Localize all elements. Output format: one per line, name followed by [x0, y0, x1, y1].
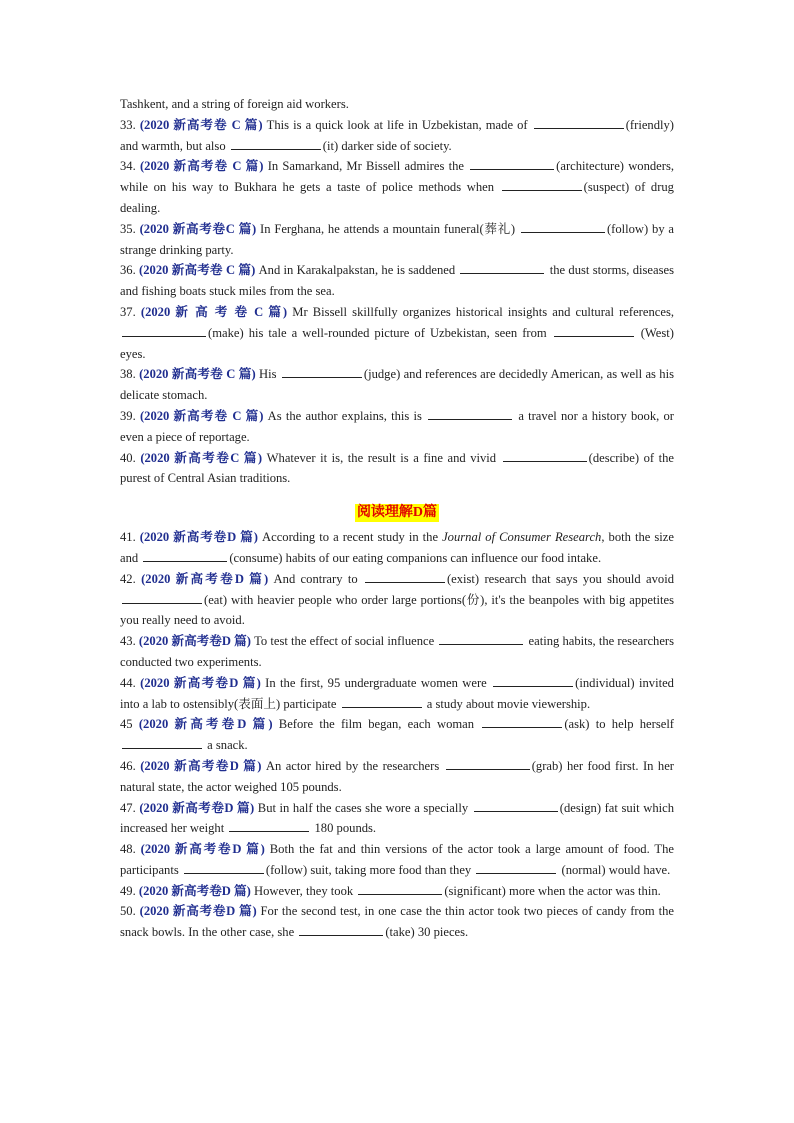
question-text: 180 pounds. [311, 821, 377, 836]
question-text: (suspect) of drug dealing. [120, 180, 674, 215]
question-33 [120, 115, 674, 157]
question-number: 43. [120, 634, 136, 649]
answer-blank[interactable] [521, 220, 605, 233]
question-source: (2020 新高考卷 C 篇) [139, 408, 264, 423]
question-text: (significant) more when the actor was thin. [444, 883, 661, 898]
question-text: Mr Bissell skillfully organizes historical insights and cultural references, [292, 304, 674, 319]
question-text: In the first, 95 undergraduate women were [265, 675, 492, 690]
answer-blank[interactable] [493, 674, 573, 687]
question-text: (eat) with heavier people who order large portions(份), it's the beanpoles with big appetites you really need to avoid. [120, 592, 674, 628]
answer-blank[interactable] [446, 757, 530, 770]
answer-blank[interactable] [122, 324, 206, 337]
question-41 [120, 527, 674, 569]
answer-blank[interactable] [554, 324, 634, 337]
question-number: 42. [120, 571, 136, 586]
question-source: (2020 新高考卷D 篇) [139, 904, 257, 919]
question-49 [120, 881, 674, 902]
answer-blank[interactable] [476, 861, 556, 874]
question-number: 50. [120, 904, 136, 919]
question-36 [120, 260, 674, 302]
question-source: (2020 新高考卷D 篇) [140, 758, 262, 773]
question-number: 40. [120, 450, 136, 465]
question-text: Before the film began, each woman [278, 717, 481, 732]
question-number: 41. [120, 530, 136, 545]
question-number: 33. [120, 117, 136, 132]
question-text: (take) 30 pieces. [385, 925, 469, 940]
question-source: (2020 新高考卷C 篇) [139, 221, 257, 236]
question-source: (2020 新高考卷 C 篇) [139, 367, 256, 382]
question-text: For the second test, in one case the thin actor took two pieces of candy from the snack bowls. In the other case, she [120, 904, 674, 940]
question-text: (normal) would have. [558, 862, 671, 877]
question-text: (grab) her food first. In her natural state, the actor weighed 105 pounds. [120, 758, 674, 794]
question-source: (2020 新高考卷D 篇) [140, 675, 261, 690]
question-text: (follow) suit, taking more food than they [265, 862, 475, 877]
question-number: 44. [120, 675, 136, 690]
question-text: (friendly) and warmth, but also [120, 117, 674, 153]
opening-line: Tashkent, and a string of foreign aid workers. [120, 97, 349, 111]
question-source: (2020 新高考卷D 篇) [141, 571, 269, 586]
question-number: 49. [120, 883, 136, 898]
answer-blank[interactable] [474, 799, 558, 812]
question-38 [120, 364, 674, 406]
answer-blank[interactable] [470, 157, 554, 170]
question-text: Whatever it is, the result is a fine and vivid [266, 450, 501, 465]
question-40 [120, 448, 674, 490]
section-heading-wrap [120, 501, 674, 523]
answer-blank[interactable] [184, 861, 264, 874]
answer-blank[interactable] [143, 549, 227, 562]
question-number: 39. [120, 408, 136, 423]
question-number: 47. [120, 800, 136, 815]
question-source: (2020 新高考卷 C 篇) [139, 117, 263, 132]
answer-blank[interactable] [358, 882, 442, 895]
answer-blank[interactable] [439, 632, 523, 645]
question-source: (2020 新 高 考 卷 C 篇) [140, 304, 288, 319]
answer-blank[interactable] [229, 819, 309, 832]
question-number: 34. [120, 159, 136, 174]
question-45 [120, 714, 674, 756]
answer-blank[interactable] [342, 695, 422, 708]
answer-blank[interactable] [502, 178, 582, 191]
question-text: However, they took [254, 883, 357, 898]
question-text: a study about movie viewership. [423, 696, 591, 711]
question-text: But in half the cases she wore a specially [257, 800, 472, 815]
question-text: (consume) habits of our eating companions can influence our food intake. [229, 550, 602, 565]
journal-title: Journal of Consumer Research [442, 530, 602, 545]
question-source: (2020 新高考卷 C 篇) [139, 159, 264, 174]
question-text: Both the fat and thin versions of the actor took a large amount of food. The participants [120, 842, 674, 877]
question-text: And in Karakalpakstan, he is saddened [258, 263, 459, 278]
question-text: (make) his tale a well-rounded picture of Uzbekistan, seen from [208, 325, 552, 340]
answer-blank[interactable] [365, 570, 445, 583]
question-source: (2020 新高考卷D 篇) [139, 530, 258, 545]
question-text: His [259, 367, 280, 382]
question-source: (2020 新高考卷C 篇) [140, 450, 263, 465]
question-48 [120, 839, 674, 881]
question-text: (ask) to help herself [564, 717, 675, 732]
question-35 [120, 219, 674, 261]
question-46 [120, 756, 674, 798]
answer-blank[interactable] [503, 449, 587, 462]
answer-blank[interactable] [299, 923, 383, 936]
question-source: (2020 新高考卷D 篇) [140, 842, 265, 857]
answer-blank[interactable] [122, 736, 202, 749]
question-text: (individual) invited into a lab to ostensibly(表面上) participate [120, 675, 674, 711]
question-number: 38. [120, 367, 136, 382]
question-text: a travel nor a history book, or even a piece of reportage. [120, 408, 674, 444]
question-source: (2020 新高考卷D 篇) [139, 800, 255, 815]
section-title-d: 阅读理解D篇 [356, 505, 438, 521]
question-text: (follow) by a strange drinking party. [120, 221, 675, 257]
question-source: (2020 新高考卷 C 篇) [139, 263, 256, 278]
question-text: the dust storms, diseases and fishing boats stuck miles from the sea. [120, 263, 674, 299]
question-text: (describe) of the purest of Central Asian traditions. [120, 450, 674, 486]
question-text: eating habits, the researchers conducted two experiments. [120, 634, 675, 669]
question-text: (West) eyes. [120, 325, 674, 361]
worksheet-page [120, 94, 674, 943]
question-source: (2020 新高考卷D 篇) [138, 634, 251, 649]
question-text: This is a quick look at life in Uzbekistan, made of [266, 117, 532, 132]
question-34 [120, 156, 674, 218]
question-text: , both the size and [120, 530, 674, 565]
answer-blank[interactable] [428, 407, 512, 420]
question-text: In Ferghana, he attends a mountain funeral(葬礼) [260, 221, 519, 236]
question-number: 37. [120, 304, 136, 319]
question-text: And contrary to [273, 571, 363, 586]
question-text: An actor hired by the researchers [265, 758, 444, 773]
question-text: According to a recent study in the [262, 530, 443, 545]
question-number: 46. [120, 758, 136, 773]
question-number: 35. [120, 221, 136, 236]
question-number: 45 [120, 717, 133, 732]
answer-blank[interactable] [282, 365, 362, 378]
question-44 [120, 673, 674, 715]
question-number: 48. [120, 842, 136, 857]
question-42 [120, 569, 674, 631]
question-number: 36. [120, 263, 136, 278]
answer-blank[interactable] [122, 591, 202, 604]
question-text: (architecture) wonders, while on his way to Bukhara he gets a taste of police methods when [120, 159, 675, 195]
question-39 [120, 406, 674, 448]
question-37 [120, 302, 674, 364]
answer-blank[interactable] [231, 137, 321, 150]
question-text: In Samarkand, Mr Bissell admires the [267, 159, 469, 174]
answer-blank[interactable] [482, 715, 562, 728]
question-47 [120, 798, 674, 840]
question-50 [120, 901, 674, 943]
question-text: (it) darker side of society. [322, 138, 452, 153]
question-text: (judge) and references are decidedly American, as well as his delicate stomach. [120, 367, 674, 403]
question-source: (2020 新高考卷D 篇) [138, 717, 273, 732]
question-source: (2020 新高考卷D 篇) [138, 883, 251, 898]
question-text: As the author explains, this is [267, 408, 427, 423]
question-text: a snack. [204, 738, 248, 753]
answer-blank[interactable] [534, 116, 624, 129]
question-43 [120, 631, 674, 673]
question-text: To test the effect of social influence [254, 634, 438, 649]
question-text: (design) fat suit which increased her weight [120, 800, 674, 836]
question-text: (exist) research that says you should avoid [446, 571, 675, 586]
answer-blank[interactable] [460, 261, 544, 274]
